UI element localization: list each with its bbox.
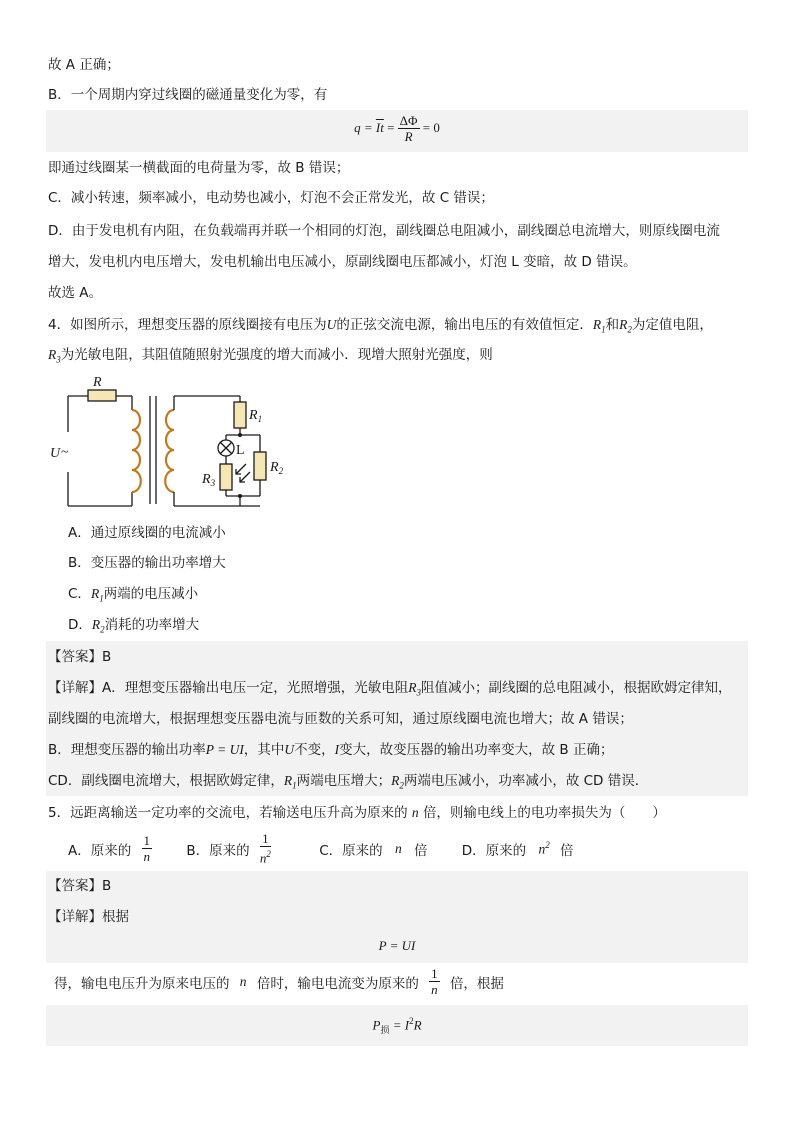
secondary-coil [165,410,174,492]
light-arrow [236,464,246,474]
question-5-options [68,832,574,868]
opt-text: 两端的电压减小 [103,586,199,602]
fraction [398,114,420,144]
resistor-r3 [220,464,232,490]
var-u: U [326,317,337,332]
circuit-diagram [46,372,296,512]
label-r: R [93,375,102,390]
fraction-den: R [404,129,413,144]
var-r: R [408,680,417,695]
text-line: 增大，发电机内电压增大，发电机输出电压减小，原副线圈电压都减小，灯泡 L 变暗，故 D 错误。 [48,254,637,270]
stem-text: 为定值电阻， [631,317,713,333]
sub: 损 [380,1024,390,1035]
formula-charge [46,114,748,144]
stem-text: 的正弦交流电源，输出电压的有效值恒定． [336,317,593,333]
var-r: R [90,586,100,601]
stem-text: 倍，则输电线上的电功率损失为（ ） [422,805,666,821]
option-d: D．原来的 [461,842,527,859]
sub: 1 [99,593,104,604]
detail-text: 两端电压增大； [296,773,392,789]
var-u: U [284,742,295,757]
option-c: C．原来的 [319,842,383,859]
var-i: I [334,742,340,757]
option-d [68,616,199,639]
option-c [68,585,198,608]
detail-line [48,741,746,759]
option-b: B．原来的 [186,842,250,859]
detail-text: 【详解】A．理想变压器输出电压一定，光照增强，光敏电阻 [48,680,409,696]
resistor-r [88,390,116,401]
detail-text: 得，输电电压升为原来电压的 [54,976,230,992]
text-line: B．一个周期内穿过线圈的磁通量变化为零，有 [48,87,328,103]
detail-text: B．理想变压器的输出功率 [48,742,206,758]
text-line: D．由于发电机有内阻，在负载端再并联一个相同的灯泡，副线圈总电阻减小，副线圈总电流增大，则原线圈电流 [48,223,720,239]
fraction [260,832,271,865]
text-line: 故 A 正确； [48,57,120,73]
detail-text: 阻值减小；副线圈的总电阻减小，根据欧姆定律知， [420,680,732,696]
fraction-num: 1 [431,966,438,981]
sub: 1 [292,780,297,791]
var-n: n [411,805,419,820]
var-r: R [48,347,57,362]
question-4-stem-cont [48,346,746,369]
label-l: L [236,443,245,458]
detail-text: 两端电压减小，功率减小，故 CD 错误． [403,773,649,789]
stem-text: 5．远距离输送一定功率的交流电，若输送电压升高为原来的 [48,805,408,821]
detail-line [48,679,746,702]
var-r: R [283,773,293,788]
fraction-den: n [143,848,151,864]
label-u: U [50,446,61,461]
fraction-den [260,847,271,865]
option-b: B．变压器的输出功率增大 [68,555,226,571]
formula-p-loss [46,1016,748,1036]
stem-text: 4．如图所示，理想变压器的原线圈接有电压为 [48,317,327,333]
var-n: n [239,974,247,989]
sup: 2 [545,839,550,850]
answer-label: 【答案】B [48,878,112,894]
stem-text: 为光敏电阻，其阻值随照射光强度的增大而减小．现增大照射光强度，则 [60,347,493,363]
fraction-den: n [431,982,438,997]
sub: 2 [627,324,632,335]
detail-text: CD．副线圈电流增大，根据欧姆定律， [48,773,284,789]
formula-it: $\overline{It}$ [375,119,384,135]
var-n: n [538,841,546,857]
detail-line: 【详解】根据 [48,909,129,925]
stem-text: 和 [605,317,620,333]
sup: 2 [266,849,271,859]
detail-line: 副线圈的电流增大，根据理想变压器电流与匝数的关系可知，通过原线圈电流也增大；故 A 错误； [48,711,633,727]
var-p: P [372,1017,381,1033]
opt-text: 消耗的功率增大 [104,617,200,633]
option-a: A．原来的 [68,842,132,859]
text-line: 即通过线圈某一横截面的电荷量为零，故 B 错误； [48,160,350,176]
question-5-stem [48,804,746,822]
formula-inline: P = UI [205,742,244,757]
detail-line [48,772,746,795]
fraction [142,834,153,864]
detail-text: 变大，故变压器的输出功率变大，故 B 正确； [339,742,614,758]
answer-label: 【答案】B [48,649,112,665]
resistor-r1 [234,402,246,428]
option-c-suffix: 倍 [413,842,428,859]
light-arrow [240,472,250,482]
sub: 3 [416,687,421,698]
fraction-num: 1 [260,832,271,847]
sub: 1 [601,324,606,335]
sub: 2 [100,624,105,635]
opt-prefix: D． [68,617,92,633]
fraction [429,967,440,997]
fraction-num: ΔΦ [399,113,418,128]
fraction-num: 1 [143,832,151,848]
junction-dot [238,433,242,437]
option-a: A．通过原线圈的电流减小 [68,525,226,541]
formula-eq: = [383,119,398,135]
formula-q: q = [354,119,376,135]
label-r2: $R_2$ [270,460,284,476]
var-n2 [538,840,549,858]
detail-text: 不变， [294,742,335,758]
option-d-suffix: 倍 [560,842,574,859]
formula-zero: = 0 [419,119,440,135]
var-n: n [394,840,402,856]
sup: 2 [409,1016,414,1026]
detail-text: ，其中 [243,742,285,758]
text-line: 故选 A。 [48,285,103,301]
var-r: R [391,773,400,788]
junction-dot [238,494,242,498]
den-n: n [259,850,267,866]
label-tilde: ~ [61,445,69,460]
var-r: R [413,1017,422,1033]
var-r: R [91,617,101,632]
formula-text: P = UI [378,938,416,953]
detail-text: 倍，根据 [449,976,504,992]
primary-coil [132,410,141,492]
var-r: R [619,317,628,332]
formula-text: = I [389,1017,410,1033]
text-line: C．减小转速，频率减小，电动势也减小，灯泡不会正常发光，故 C 错误； [48,190,494,206]
question-4-stem [48,316,746,339]
detail-line [54,967,504,1003]
opt-prefix: C． [68,586,91,602]
sub: 3 [56,354,61,365]
formula-p-ui [46,938,748,954]
label-r1: $R_1$ [249,408,263,424]
sub: 2 [399,780,404,791]
resistor-r2 [254,452,266,480]
detail-text: 倍时，输电电流变为原来的 [256,976,419,992]
var-r: R [592,317,602,332]
label-r3: $R_3$ [202,472,216,488]
